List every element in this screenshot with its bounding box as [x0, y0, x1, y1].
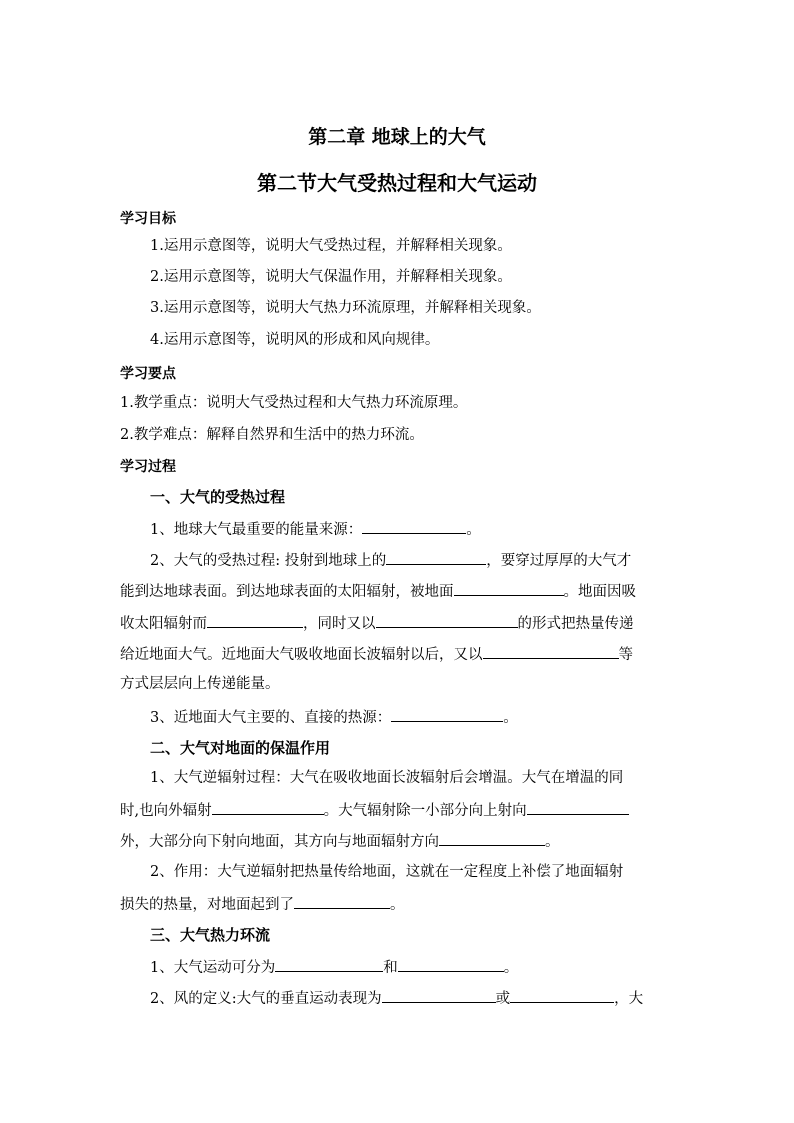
answer-blank[interactable] — [275, 956, 383, 972]
answer-blank[interactable] — [362, 518, 466, 534]
question-line: 时,也向外辐射 。大气辐射除一小部分向上射向 — [120, 799, 629, 821]
key-point-item: 1.教学重点：说明大气受热过程和大气热力环流原理。 — [120, 395, 468, 411]
question-line: 1、大气运动可分为 和 。 — [150, 956, 518, 978]
answer-blank[interactable] — [391, 706, 503, 722]
answer-blank[interactable] — [207, 612, 303, 628]
objective-item: 2.运用示意图等，说明大气保温作用，并解释相关现象。 — [150, 269, 512, 285]
process-heading: 学习过程 — [120, 459, 176, 475]
objectives-heading: 学习目标 — [120, 211, 176, 227]
objective-item: 3.运用示意图等，说明大气热力环流原理，并解释相关现象。 — [150, 300, 541, 316]
question-line: 3、近地面大气主要的、直接的热源： 。 — [150, 706, 518, 728]
answer-blank[interactable] — [398, 956, 504, 972]
question-line: 给近地面大气。近地面大气吸收地面长波辐射以后，又以 等 — [120, 643, 633, 665]
answer-blank[interactable] — [386, 549, 486, 565]
chapter-title: 第二章 地球上的大气 — [308, 126, 486, 148]
section-1-title: 一、大气的受热过程 — [150, 488, 286, 506]
answer-blank[interactable] — [376, 612, 518, 628]
answer-blank[interactable] — [527, 799, 629, 815]
section-3-title: 三、大气热力环流 — [150, 926, 271, 944]
objective-item: 4.运用示意图等，说明风的形成和风向规律。 — [150, 332, 440, 348]
answer-blank[interactable] — [439, 830, 545, 846]
question-line: 损失的热量，对地面起到了 。 — [120, 893, 405, 915]
paragraph-line: 2、作用：大气逆辐射把热量传给地面，这就在一定程度上补偿了地面辐射 — [150, 864, 624, 880]
question-line: 能到达地球表面。到达地球表面的太阳辐射，被地面 。地面因吸 — [120, 580, 636, 602]
answer-blank[interactable] — [483, 643, 619, 659]
answer-blank[interactable] — [212, 799, 324, 815]
question-line: 外，大部分向下射向地面，其方向与地面辐射方向 。 — [120, 830, 560, 852]
section-2-title: 二、大气对地面的保温作用 — [150, 739, 331, 757]
answer-blank[interactable] — [382, 987, 496, 1003]
key-point-item: 2.教学难点：解释自然界和生活中的热力环流。 — [120, 427, 424, 443]
answer-blank[interactable] — [510, 987, 614, 1003]
question-line: 2、大气的受热过程: 投射到地球上的 ，要穿过厚厚的大气才 — [150, 549, 631, 571]
answer-blank[interactable] — [294, 893, 390, 909]
question-line: 2、风的定义:大气的垂直运动表现为 或 ，大 — [150, 987, 643, 1009]
answer-blank[interactable] — [454, 580, 564, 596]
key-points-heading: 学习要点 — [120, 366, 176, 382]
section-title: 第二节大气受热过程和大气运动 — [257, 171, 537, 195]
question-line: 收太阳辐射而 ，同时又以 的形式把热量传递 — [120, 612, 634, 634]
objective-item: 1.运用示意图等，说明大气受热过程，并解释相关现象。 — [150, 238, 512, 254]
question-line: 方式层层向上传递能量。 — [120, 676, 280, 692]
question-line: 1、地球大气最重要的能量来源： 。 — [150, 518, 481, 540]
paragraph-line: 1、大气逆辐射过程：大气在吸收地面长波辐射后会增温。大气在增温的同 — [150, 770, 624, 786]
